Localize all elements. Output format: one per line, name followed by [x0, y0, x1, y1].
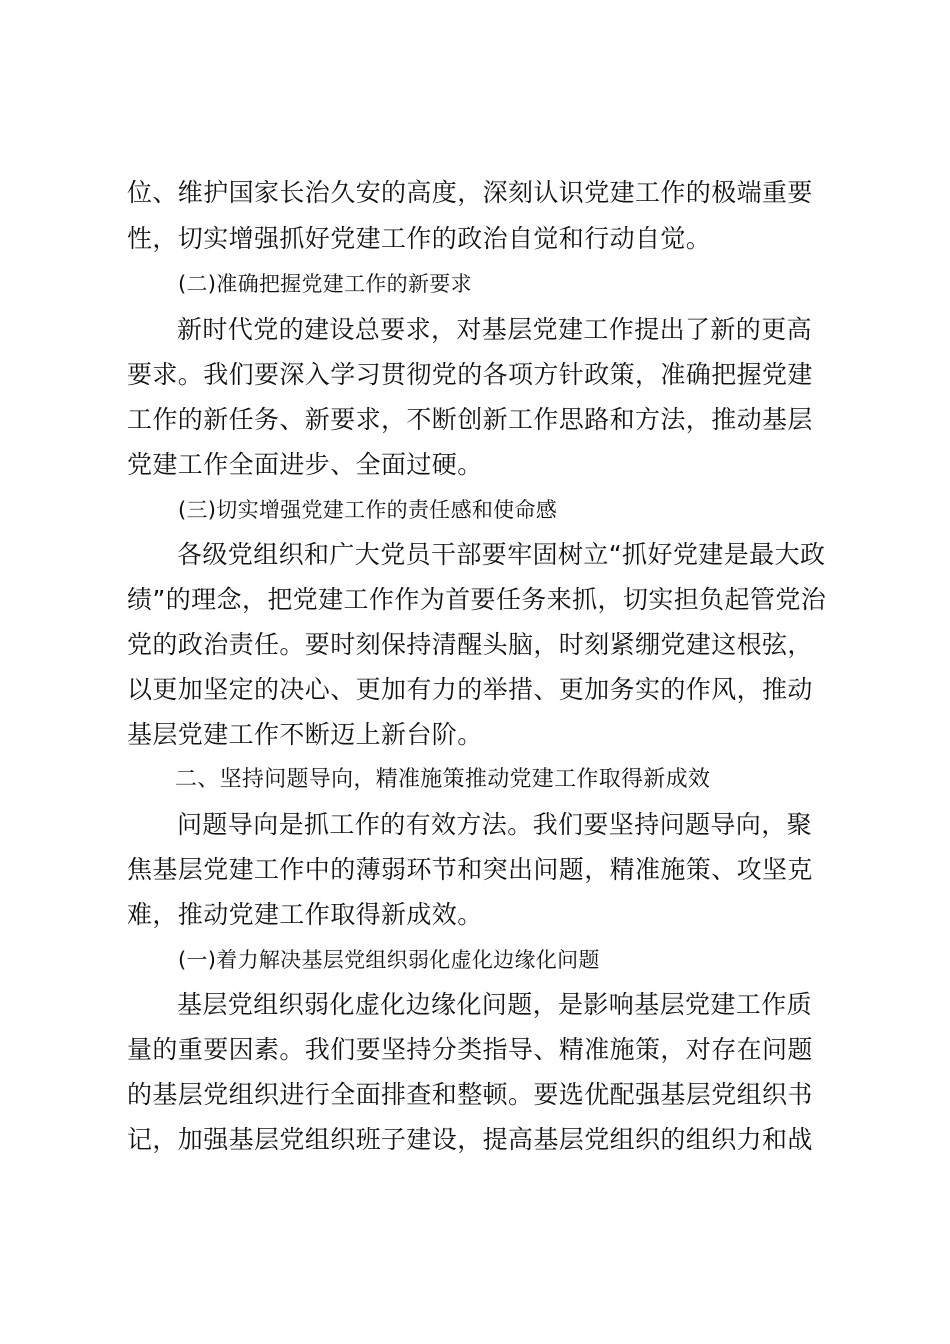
paragraph-line: 位、维护国家长治久安的高度，深刻认识党建工作的极端重要: [127, 178, 813, 207]
paragraph-line: 工作的新任务、新要求，不断创新工作思路和方法，推动基层: [127, 405, 813, 434]
paragraph-line: 党建工作全面进步、全面过硬。: [127, 450, 483, 479]
paragraph-line: 量的重要因素。我们要坚持分类指导、精准施策，对存在问题: [127, 1035, 813, 1064]
section-heading: (一)着力解决基层党组织弱化虚化边缘化问题: [178, 948, 600, 972]
paragraph-line: 各级党组织和广大党员干部要牢固树立“抓好党建是最大政: [177, 540, 826, 569]
paragraph-line: 性，切实增强抓好党建工作的政治自觉和行动自觉。: [127, 224, 712, 253]
paragraph-line: 新时代党的建设总要求，对基层党建工作提出了新的更高: [177, 315, 813, 344]
paragraph-line: 绩”的理念，把党建工作作为首要任务来抓，切实担负起管党治: [127, 585, 827, 614]
paragraph-line: 焦基层党建工作中的薄弱环节和突出问题，精准施策、攻坚克: [127, 855, 813, 884]
section-heading: (二)准确把握党建工作的新要求: [178, 272, 472, 296]
paragraph-line: 记，加强基层党组织班子建设，提高基层党组织的组织力和战: [127, 1125, 813, 1154]
paragraph-line: 的基层党组织进行全面排查和整顿。要选优配强基层党组织书: [127, 1080, 813, 1109]
paragraph-line: 难，推动党建工作取得新成效。: [127, 900, 483, 929]
main-section-heading: 二、坚持问题导向，精准施策推动党建工作取得新成效: [175, 767, 711, 792]
paragraph-line: 问题导向是抓工作的有效方法。我们要坚持问题导向，聚: [177, 810, 813, 839]
paragraph-line: 要求。我们要深入学习贯彻党的各项方针政策，准确把握党建: [127, 360, 813, 389]
paragraph-line: 党的政治责任。要时刻保持清醒头脑，时刻紧绷党建这根弦，: [127, 630, 813, 659]
section-heading: (三)切实增强党建工作的责任感和使命感: [178, 498, 558, 522]
paragraph-line: 基层党组织弱化虚化边缘化问题，是影响基层党建工作质: [177, 990, 813, 1019]
paragraph-line: 基层党建工作不断迈上新台阶。: [127, 720, 483, 749]
paragraph-line: 以更加坚定的决心、更加有力的举措、更加务实的作风，推动: [127, 675, 813, 704]
